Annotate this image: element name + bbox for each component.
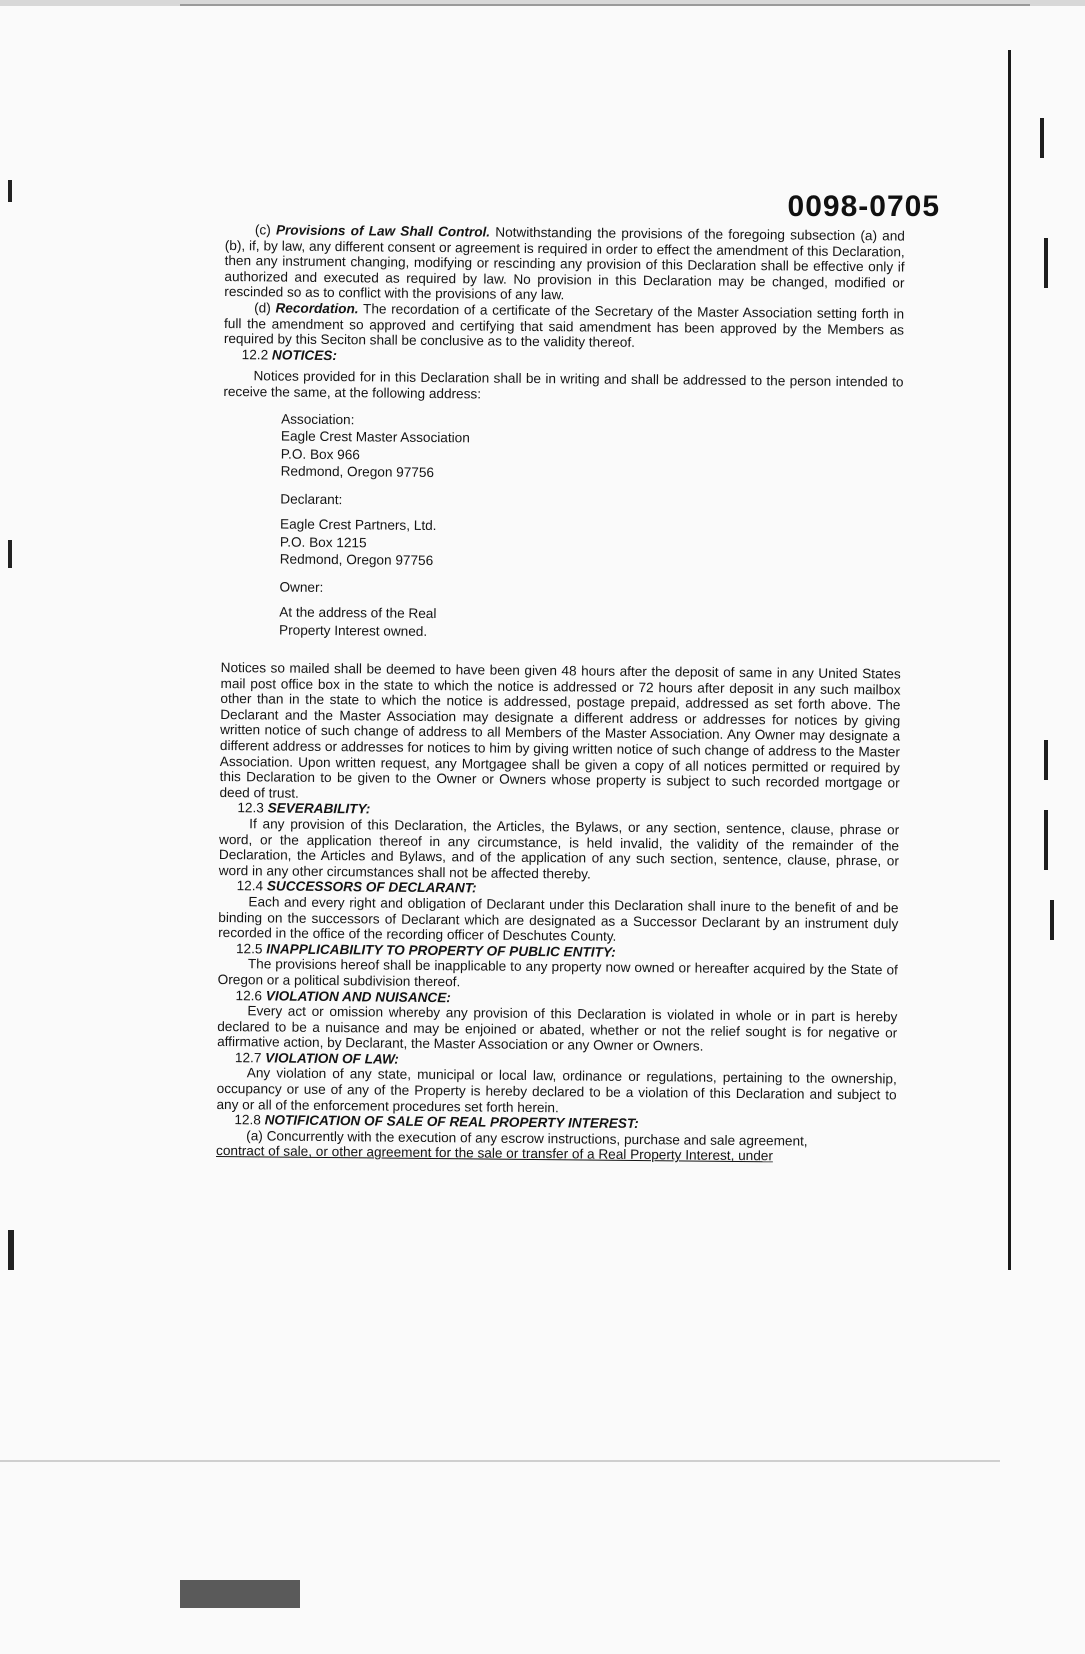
notification-text-a: (a) Concurrently with the execution of any escrow instructions, purchase and sale agreement, [246, 1128, 808, 1149]
subsection-d-text: The recordation of a certificate of the Secretary of the Master Association setting forth in full the amendment so approved and certifying that said amendment has been approved by the Members as required by this Seciton shall be conclusive as to the validity thereof. [223, 301, 905, 351]
scan-right-mark [1044, 238, 1048, 288]
document-body [216, 222, 905, 1166]
heading-12-7-title: VIOLATION OF LAW: [265, 1050, 399, 1067]
subsection-c-label: (c) [254, 222, 271, 238]
address-owner [279, 578, 902, 644]
association-line: P.O. Box 966 [280, 446, 360, 462]
owner-line: Property Interest owned. [279, 622, 428, 639]
heading-12-5-title: INAPPLICABILITY TO PROPERTY OF PUBLIC ENTITY: [266, 941, 616, 960]
scan-left-mark [8, 1230, 14, 1270]
association-line: Redmond, Oregon 97756 [280, 463, 435, 481]
owner-label: Owner: [279, 579, 324, 595]
heading-12-8-title: NOTIFICATION OF SALE OF REAL PROPERTY INTEREST: [264, 1112, 639, 1132]
heading-12-6-number: 12.6 [235, 987, 263, 1003]
nuisance-text: Every act or omission whereby any provision of this Declaration is violated in whole or in part is hereby declared to be a nuisance and may be enjoined or abated, whether or not the relief sought is for negative or affirmative action, by Declarant, the Master Association or any Owner or Owners. [217, 1003, 898, 1054]
declarant-line: P.O. Box 1215 [279, 534, 367, 550]
address-association [281, 410, 904, 486]
successors-text: Each and every right and obligation of Declarant under this Declaration shall inure to the benefit of and be binding on the successors of Declarant which are designated as a Successor Declarant by an instrument duly recorded in the office of the recording officer of Deschutes County. [218, 894, 899, 944]
scan-smudge [180, 1580, 300, 1608]
association-line: Eagle Crest Master Association [280, 428, 470, 446]
severability-text: If any provision of this Declaration, the Articles, the Bylaws, or any section, sentence, clause, phrase or word, or the application thereof in any circumstance, is held invalid, the validity of the remainder of the Declaration, the Articles and Bylaws, and of the application of any such section, sentence, clause, phrase, or word in any other circumstances shall not be affected thereby. [218, 816, 900, 882]
document-number: 0098-0705 [787, 190, 940, 223]
declarant-line: Redmond, Oregon 97756 [279, 551, 434, 569]
association-label: Association: [281, 411, 355, 427]
owner-line: At the address of the Real [279, 604, 437, 622]
declarant-line: Eagle Crest Partners, Ltd. [280, 516, 437, 534]
violation-of-law-text: Any violation of any state, municipal or local law, ordinance or regulations, pertaining to the ownership, occupancy or use of any of the Property is hereby declared to be a violation of this Declaration and subject to any or all of the enforcement procedures set forth herein. [216, 1065, 897, 1115]
scan-top-shadow [180, 4, 1030, 6]
subsection-d-title: Recordation. [275, 300, 359, 317]
notices-intro: Notices provided for in this Declaration shall be in writing and shall be addressed to the person intended to receive the same, at the following address: [223, 368, 904, 402]
subsection-d [224, 300, 904, 353]
heading-12-4-title: SUCCESSORS OF DECLARANT: [266, 878, 477, 896]
notices-body: Notices so mailed shall be deemed to have been given 48 hours after the deposit of same in any United States mail post office box in the state to which the notice is addressed or 72 hours after deposit in any such mailbox other than in the state to which the notice is addressed, postage prepaid, addressed as set forth above. The Declarant and the Master Association may designate a different address or addresses for notices by giving written notice of such change of address to all Members of the Master Association. Any Owner may designate a different address or addresses for notices to him by giving written notice of such change of address to the Master Association. Upon written request, any Mortgagee shall be given a copy of all notices permitted or required by this Declaration to be given to the Owner or Owners whose property is subject to such recorded mortgage or deed of trust. [219, 660, 901, 801]
scan-right-mark [1040, 118, 1044, 158]
scan-left-mark [8, 180, 12, 202]
heading-12-6-title: VIOLATION AND NUISANCE: [265, 987, 451, 1005]
heading-12-7-number: 12.7 [234, 1050, 262, 1066]
declarant-label: Declarant: [280, 491, 343, 507]
scan-right-mark [1044, 740, 1048, 780]
subsection-c-title: Provisions of Law Shall Control. [275, 222, 491, 240]
scan-bottom-rule [0, 1460, 1000, 1462]
address-list [279, 410, 903, 644]
heading-12-2-title: NOTICES: [271, 347, 338, 363]
subsection-c-text: Notwithstanding the provisions of the foregoing subsection (a) and (b), if, by law, any different consent or agreement is required in order to effect the amendment of this Declaration, then any instrument changing, modifying or rescinding any provision of this Declaration shall be effective only if authorized and executed as required by law. No provision in this Declaration may be changed, modified or rescinded so as to conflict with the provisions of any law. [224, 224, 905, 303]
scan-right-edge [1008, 50, 1011, 1270]
heading-12-5-number: 12.5 [235, 940, 263, 957]
heading-12-3-title: SEVERABILITY: [267, 800, 371, 817]
heading-12-3-number: 12.3 [237, 800, 264, 816]
address-declarant [280, 490, 903, 574]
notification-text-b: contract of sale, or other agreement for the sale or transfer of a Real Property Interest, under [216, 1143, 774, 1164]
inapplicability-text: The provisions hereof shall be inapplicable to any property now owned or hereafter acquired by the State of Oregon or a political subdivision thereof. [217, 956, 898, 990]
heading-12-4-number: 12.4 [236, 878, 264, 894]
scan-left-mark [8, 540, 12, 568]
subsection-d-label: (d) [254, 300, 271, 316]
heading-12-8-number: 12.8 [234, 1112, 261, 1128]
scan-right-mark [1044, 810, 1048, 870]
heading-12-2-number: 12.2 [241, 346, 269, 363]
subsection-c [224, 222, 905, 306]
scan-right-mark [1050, 900, 1054, 940]
